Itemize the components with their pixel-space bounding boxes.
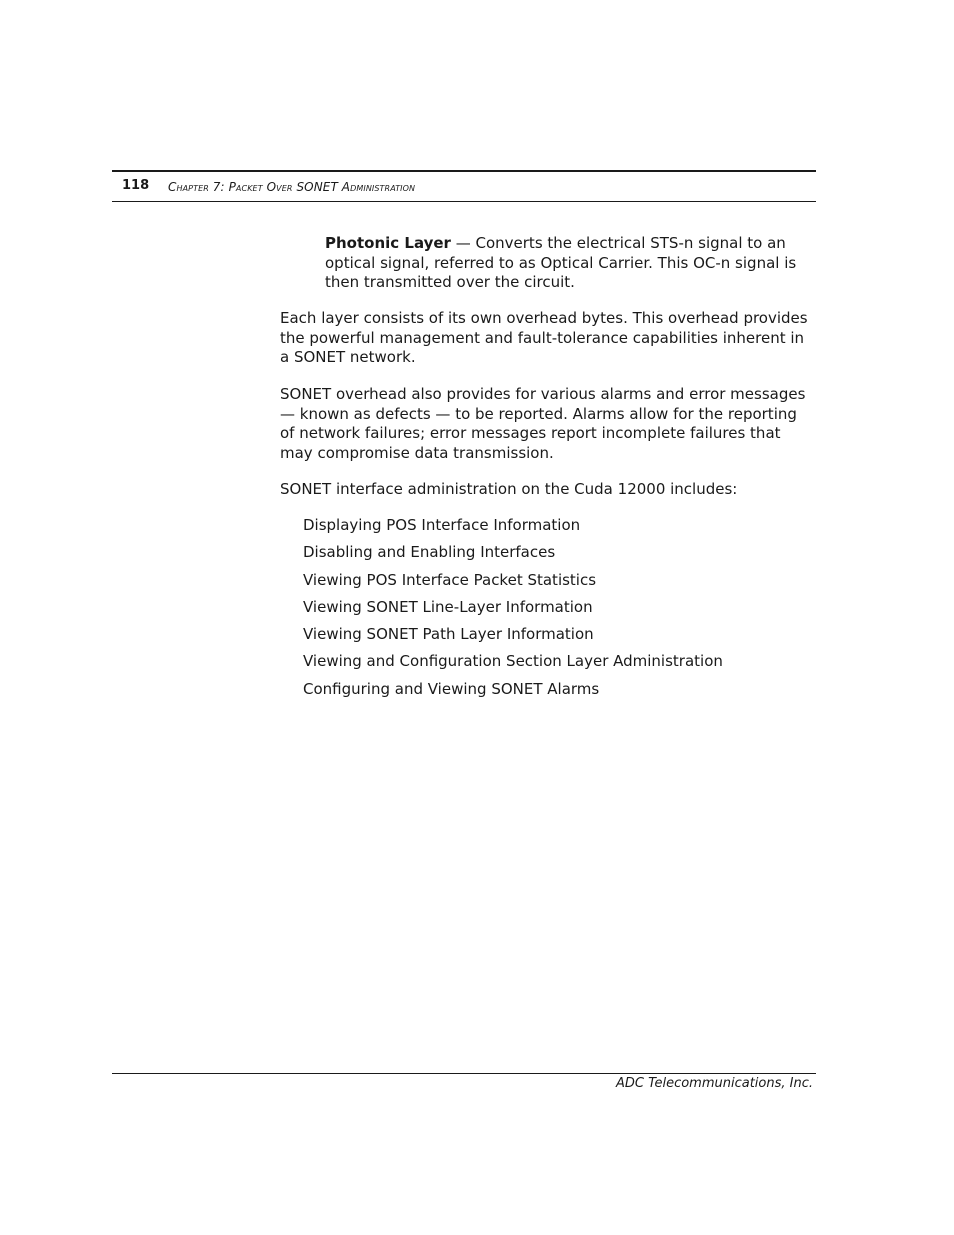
topic-link[interactable]: Viewing SONET Line-Layer Information — [303, 597, 593, 616]
photonic-layer-term: Photonic Layer — [325, 234, 451, 252]
header-rule-bottom — [112, 201, 816, 202]
header-rule-top — [112, 170, 816, 172]
running-head: Chapter 7: Packet Over SONET Administration — [168, 180, 416, 194]
photonic-layer-text: — Converts the electrical STS-n signal to an optical signal, referred to as Optical Carrier. This OC-n signal is then transmitted over the circuit. — [325, 234, 797, 291]
footer-rule — [112, 1073, 816, 1074]
topic-link[interactable]: Viewing POS Interface Packet Statistics — [303, 570, 597, 589]
overhead-paragraph: Each layer consists of its own overhead bytes. This overhead provides the powerful management and fault-tolerance capabilities inherent in a SONET network. — [280, 309, 808, 366]
page-number: 118 — [122, 178, 150, 193]
topic-link[interactable]: Viewing SONET Path Layer Information — [303, 625, 594, 644]
topic-link[interactable]: Disabling and Enabling Interfaces — [303, 543, 556, 562]
photonic-layer-definition — [325, 234, 810, 293]
topic-link[interactable]: Viewing and Configuration Section Layer Administration — [303, 652, 723, 671]
administration-topic-list — [303, 516, 723, 707]
footer-company: ADC Telecommunications, Inc. — [616, 1076, 813, 1091]
defects-paragraph: SONET overhead also provides for various alarms and error messages — known as defects — to be reported. Alarms allow for the reporting of network failures; error messages report incomplete failures that may compromise data transmission. — [280, 385, 806, 462]
topic-link[interactable]: Configuring and Viewing SONET Alarms — [303, 679, 600, 698]
administration-intro: SONET interface administration on the Cuda 12000 includes: — [280, 480, 738, 498]
topic-link[interactable]: Displaying POS Interface Information — [303, 516, 581, 534]
